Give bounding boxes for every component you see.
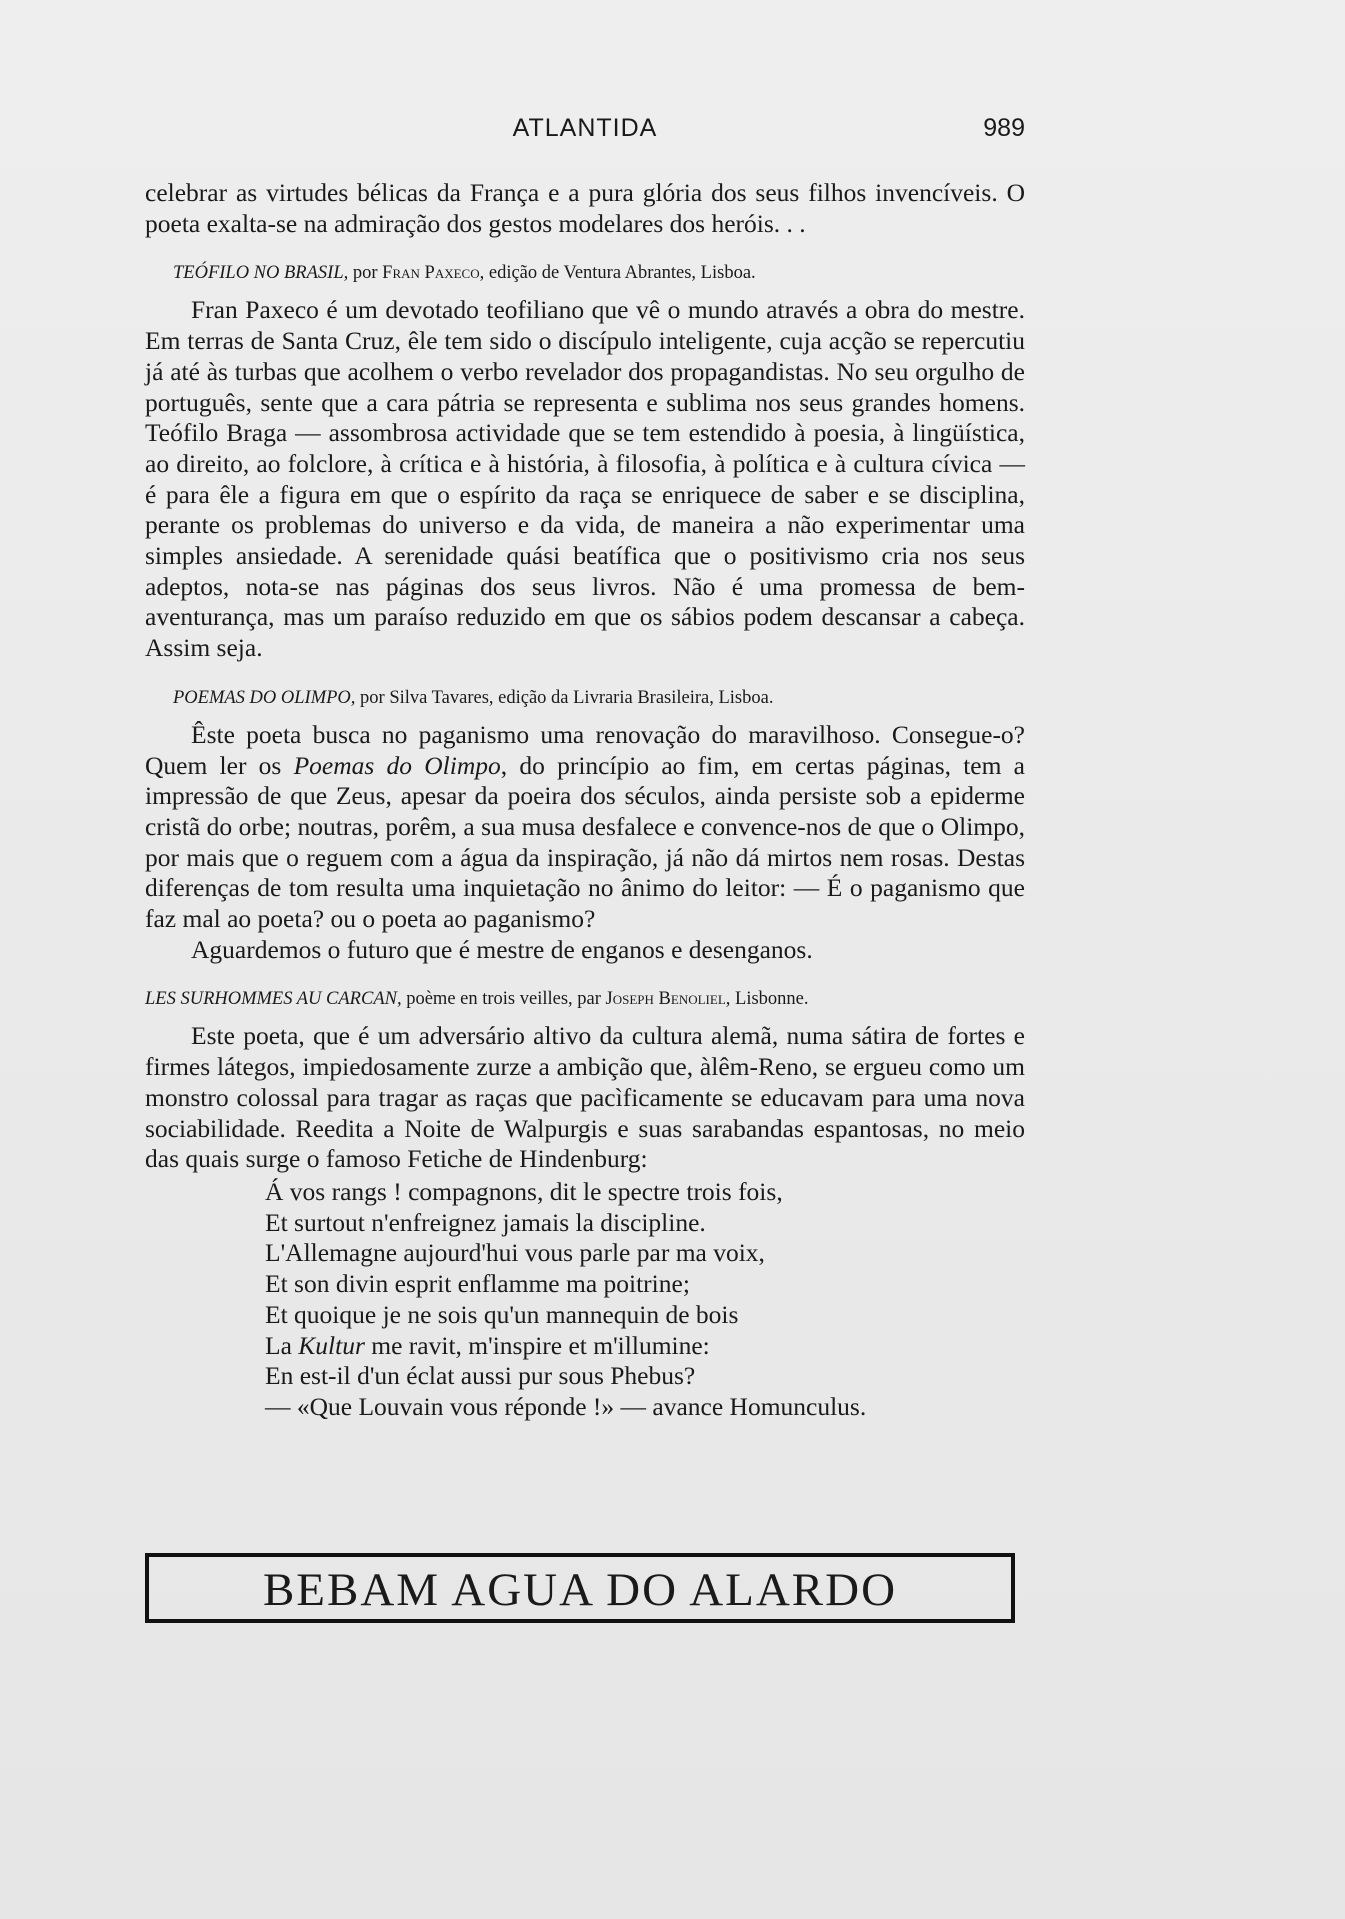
review-author: Joseph Benoliel, [605,989,731,1010]
journal-title: ATLANTIDA [512,114,658,142]
article-body [145,178,1025,1423]
review-text-part: Êste poeta busca no paganismo uma renovação do maravilhoso. Conseguе-o? Quem ler os [145,719,1025,780]
verse-line: Et quoique je ne sois qu'un mannequin de bois [265,1299,739,1329]
book-title-italic: Poemas do Olimpo [293,750,501,780]
review-title: LES SURHOMMES AU CARCAN, [145,989,402,1010]
review-author-prefix: por [352,263,378,284]
verse-quotation [265,1177,1025,1423]
verse-line [265,1331,1025,1362]
verse-text: La [265,1330,299,1360]
review-text-poemas [145,720,1025,935]
review-text-teofilo: Fran Paxeco é um devotado teofiliano que vê o mundo através a obra do mestre. Em terras de Santa Cruz, êle tem sido o discípulo inteligente, cuja acção se repercutiu já até às turbas que acolhem o verbo revelador dos propagandistas. No seu orgulho de português, sente que a cara pátria se representa e sublima nos seus grandes homens. Teófilo Braga — assombrosa actividade que se tem estendido à poesia, à lingüística, ao direito, ao folclore, à crítica e à história, à filosofia, à política e à cultura cívica — é para êle a figura em que o espírito da raça se enriquece de saber e se disciplina, perante os problemas do universo e da vida, de maneira a não experimentar uma simples ansiedade. A serenidade quási beatífica que o positivismo cria nos seus adeptos, nota-se nas páginas dos seus livros. Não é uma promessa de bem-aventurança, mas um paraíso reduzido em que os sábios podem descansar a cabeça. Assim seja. [145,295,1025,663]
review-author: Fran Paxeco, [382,263,485,284]
review-heading-teofilo [145,261,1025,285]
review-title: POEMAS DO OLIMPO, [173,687,356,708]
advertisement-text: BEBAM AGUA DO ALARDO [262,1564,898,1616]
verse-text: me ravit, m'inspire et m'illumine: [364,1330,710,1360]
verse-line: Et surtout n'enfreignez jamais la discipline. [265,1207,706,1237]
review-edition: edição de Ventura Abrantes, Lisboa. [488,263,756,284]
running-head [145,114,1025,148]
verse-line: En est-il d'un éclat aussi pur sous Phebus? [265,1361,696,1391]
page-number: 989 [983,114,1025,142]
verse-line: Á vos rangs ! compagnons, dit le spectre trois fois, [265,1176,783,1206]
review-place: Lisbonne. [735,989,809,1010]
review-byline: por Silva Tavares, edição da Livraria Brasileira, Lisboa. [360,687,774,708]
review-text-part: , do princípio ao fim, em certas páginas, tem a impressão de que Zeus, apesar da poeira dos séculos, ainda persiste sob a epiderme cristã do orbe; noutras, porêm, a sua musa desfalece e convence-nos de que o Olimpo, por mais que o reguem com a água da inspiração, já não dá mirtos nem rosas. Destas diferenças de tom resulta uma inquietação no ânimo do leitor: — É o paganismo que faz mal ao poeta? ou o poeta ao paganismo? [145,750,1025,934]
verse-italic-word: Kultur [298,1330,365,1360]
review-text-surhommes: Este poeta, que é um adversário altivo da cultura alemã, numa sátira de fortes e firmes látegos, impiedosamente zurze a ambição que, àlêm-Reno, se ergueu como um monstro colossal para tragar as raças que pacìficamente se educavam para uma nova sociabilidade. Reedita a Noite de Walpurgis e suas sarabandas espantosas, no meio das quais surge o famoso Fetiche de Hindenburg: [145,1021,1025,1174]
review-heading-poemas [145,686,1025,710]
verse-line: — «Que Louvain vous réponde !» — avance Homunculus. [265,1391,867,1421]
verse-line: Et son divin esprit enflamme ma poitrine; [265,1269,690,1299]
review-subtitle: poème en trois veilles, par [406,989,601,1010]
review-heading-surhommes [145,987,1025,1011]
review-closing-poemas: Aguardemos o futuro que é mestre de enganos e desenganos. [191,934,813,964]
intro-paragraph: celebrar as virtudes bélicas da França e a pura glória dos seus filhos invencíveis. O poeta exalta-se na admiração dos gestos modelares dos heróis. . . [145,178,1025,238]
review-title: TEÓFILO NO BRASIL, [173,263,349,284]
verse-line: L'Allemagne aujourd'hui vous parle par ma voix, [265,1238,765,1268]
advertisement-box [145,1553,1015,1623]
